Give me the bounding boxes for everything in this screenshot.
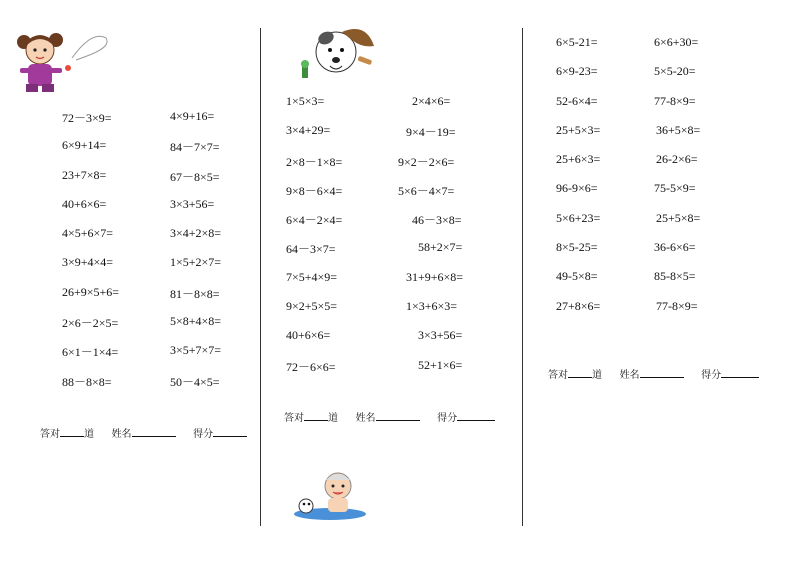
problem: 31+9+6×8= — [406, 269, 464, 284]
problem: 3×3+56= — [170, 196, 215, 211]
problem: 36+5×8= — [656, 122, 701, 137]
problem: 8×5-25= — [556, 240, 598, 255]
problem: 1×5+2×7= — [170, 255, 222, 270]
dog-illustration — [296, 24, 378, 84]
correct-blank[interactable] — [60, 426, 84, 437]
name-label: 姓名 — [111, 429, 132, 440]
section-1-footer — [40, 425, 247, 440]
problem: 64－3×7= — [286, 242, 336, 257]
problem: 46－3×8= — [412, 213, 462, 228]
problem: 50－4×5= — [170, 374, 220, 389]
problem: 52-6×4= — [556, 93, 598, 108]
problem: 2×6－2×5= — [62, 316, 119, 331]
problem: 72－3×9= — [62, 111, 112, 125]
problem: 49-5×8= — [556, 269, 598, 284]
problem: 6×4－2×4= — [286, 213, 343, 228]
problem: 72－6×6= — [286, 359, 336, 374]
problem: 36-6×6= — [654, 240, 696, 255]
problem: 81－8×8= — [170, 286, 220, 301]
problem: 5×6+23= — [556, 210, 601, 225]
problem: 26-2×6= — [656, 152, 698, 167]
girl-illustration — [12, 28, 108, 98]
score-blank[interactable] — [721, 367, 759, 378]
score-blank[interactable] — [457, 410, 495, 421]
unit-label: 道 — [592, 370, 602, 381]
problem: 3×5+7×7= — [170, 343, 222, 358]
problem: 58+2×7= — [418, 240, 463, 255]
column-divider-2 — [522, 28, 523, 526]
correct-blank[interactable] — [568, 367, 592, 378]
problem: 5×6－4×7= — [398, 183, 455, 198]
correct-label: 答对 — [548, 370, 568, 381]
problem: 3×4+29= — [286, 123, 331, 138]
problem: 40+6×6= — [286, 328, 331, 343]
unit-label: 道 — [84, 429, 94, 440]
problem: 6×9+14= — [62, 138, 107, 153]
problem: 25+6×3= — [556, 152, 601, 167]
problem: 40+6×6= — [62, 196, 107, 211]
problem: 3×9+4×4= — [62, 255, 114, 270]
problem: 75-5×9= — [654, 181, 696, 196]
problem: 2×8－1×8= — [286, 154, 343, 169]
section-3-footer — [548, 366, 759, 381]
name-blank[interactable] — [640, 367, 684, 378]
section-2-footer — [284, 409, 495, 424]
problem: 3×3+56= — [418, 328, 463, 343]
problem: 6×5-21= — [556, 35, 598, 49]
problem: 88－8×8= — [62, 374, 112, 389]
column-divider-1 — [260, 28, 261, 526]
score-blank[interactable] — [213, 426, 247, 437]
problem: 5×8+4×8= — [170, 314, 222, 329]
name-label: 姓名 — [619, 370, 640, 381]
problem: 85-8×5= — [654, 269, 696, 284]
problem: 77-8×9= — [654, 93, 696, 108]
problem: 23+7×8= — [62, 167, 107, 182]
problem: 4×9+16= — [170, 109, 215, 123]
problem: 1×5×3= — [286, 94, 325, 108]
problem: 1×3+6×3= — [406, 299, 458, 314]
problem: 3×4+2×8= — [170, 226, 222, 241]
problem: 6×9-23= — [556, 64, 598, 79]
name-blank[interactable] — [132, 426, 176, 437]
problem: 5×5-20= — [654, 64, 696, 79]
score-label: 得分 — [701, 370, 722, 381]
score-label: 得分 — [193, 429, 214, 440]
problem: 52+1×6= — [418, 357, 463, 372]
child-swimming-illustration — [290, 466, 366, 522]
correct-label: 答对 — [284, 413, 304, 424]
problem: 96-9×6= — [556, 181, 598, 196]
name-blank[interactable] — [376, 410, 420, 421]
score-label: 得分 — [437, 413, 458, 424]
name-label: 姓名 — [355, 413, 376, 424]
unit-label: 道 — [328, 413, 338, 424]
problem: 67－8×5= — [170, 169, 220, 184]
problem: 9×4－19= — [406, 125, 456, 140]
problem: 6×1－1×4= — [62, 345, 119, 360]
problem: 25+5×8= — [656, 210, 701, 225]
correct-label: 答对 — [40, 429, 60, 440]
problem: 27+8×6= — [556, 298, 601, 313]
problem: 9×2+5×5= — [286, 299, 338, 314]
problem: 2×4×6= — [412, 94, 451, 108]
problem: 26+9×5+6= — [62, 284, 120, 299]
problem: 84－7×7= — [170, 140, 220, 155]
problem: 9×8－6×4= — [286, 183, 343, 198]
correct-blank[interactable] — [304, 410, 328, 421]
problem: 25+5×3= — [556, 122, 601, 137]
problem: 4×5+6×7= — [62, 226, 114, 241]
problem: 6×6+30= — [654, 35, 699, 49]
problem: 77-8×9= — [656, 298, 698, 313]
problem: 9×2－2×6= — [398, 154, 455, 169]
problem: 7×5+4×9= — [286, 269, 338, 284]
